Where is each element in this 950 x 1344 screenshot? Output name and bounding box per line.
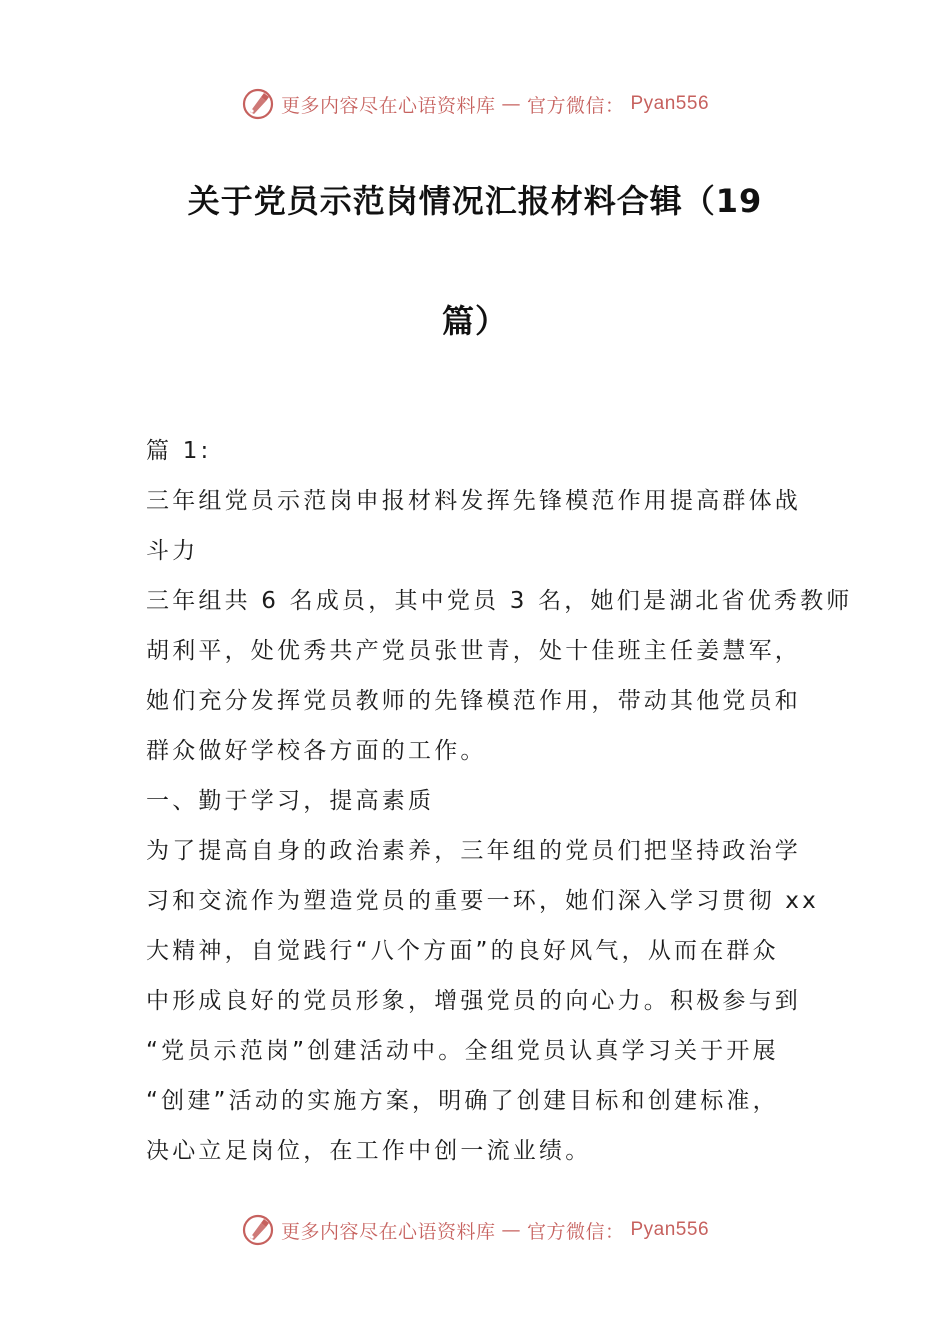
paragraph-line: “党员示范岗”创建活动中。全组党员认真学习关于开展: [146, 1038, 779, 1064]
paragraph-line: 习和交流作为塑造党员的重要一环，她们深入学习贯彻 xx: [146, 888, 819, 914]
paragraph-line: 胡利平，处优秀共产党员张世青，处十佳班主任姜慧军，: [146, 638, 801, 664]
watermark-banner-top: [0, 82, 950, 126]
watermark-banner-bottom: [0, 1208, 950, 1252]
paragraph-line: 群众做好学校各方面的工作。: [146, 738, 487, 764]
watermark-wechat-label: 官方微信：: [526, 94, 625, 117]
paragraph-line: 中形成良好的党员形象，增强党员的向心力。积极参与到: [146, 988, 801, 1014]
paragraph-line: 为了提高自身的政治素养，三年组的党员们把坚持政治学: [146, 838, 801, 864]
watermark-wechat-id: Pyan556: [630, 93, 710, 114]
document-title-line-2: 篇）: [441, 302, 508, 340]
paragraph-line: 她们充分发挥党员教师的先锋模范作用，带动其他党员和: [146, 688, 801, 714]
watermark-dash: —: [501, 1219, 521, 1241]
watermark-wechat-id: Pyan556: [630, 1219, 710, 1240]
watermark-site-text: 更多内容尽在心语资料库: [280, 94, 496, 117]
paragraph-line: 决心立足岗位，在工作中创一流业绩。: [146, 1138, 592, 1164]
paragraph-line: 三年组共 6 名成员，其中党员 3 名，她们是湖北省优秀教师: [146, 588, 853, 614]
paragraph-line: “创建”活动的实施方案，明确了创建目标和创建标准，: [146, 1088, 779, 1114]
paragraph-line: 大精神，自觉践行“八个方面”的良好风气，从而在群众: [146, 938, 779, 964]
pen-nib-logo-icon: [241, 1213, 275, 1247]
subheading: 一、勤于学习，提高素质: [146, 788, 435, 814]
pen-nib-logo-icon: [241, 87, 275, 121]
section-heading-line-2: 斗力: [146, 538, 199, 564]
watermark-site-text: 更多内容尽在心语资料库: [280, 1220, 496, 1243]
section-heading-line-1: 三年组党员示范岗申报材料发挥先锋模范作用提高群体战: [146, 488, 801, 514]
section-label: 篇 1:: [146, 438, 212, 464]
watermark-dash: —: [501, 93, 521, 115]
document-title-line-1: 关于党员示范岗情况汇报材料合辑（19: [187, 182, 763, 220]
watermark-wechat-label: 官方微信：: [526, 1220, 625, 1243]
